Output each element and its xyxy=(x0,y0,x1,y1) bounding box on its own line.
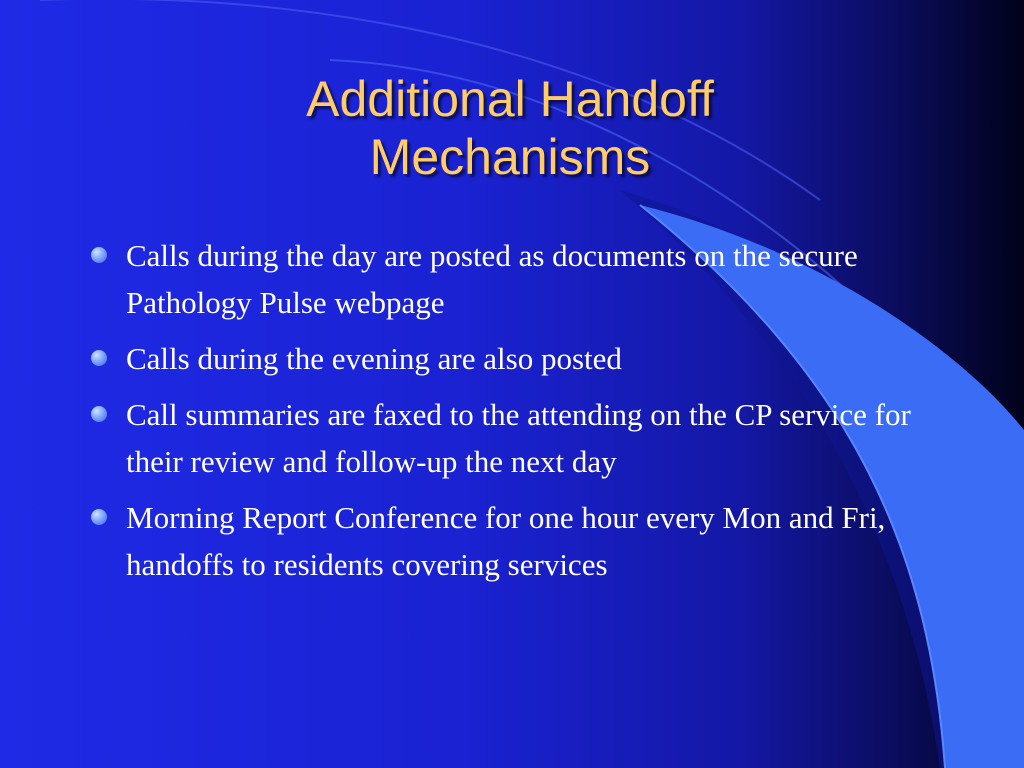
bullet-dot-icon xyxy=(91,350,107,366)
bullet-text-3: Call summaries are faxed to the attending on the CP service for their review and follow-up the next day xyxy=(126,397,911,479)
bullet-dot-icon xyxy=(91,406,107,422)
slide-title-line-1: Additional Handoff xyxy=(306,71,714,127)
slide-title xyxy=(180,70,840,186)
bullet-list xyxy=(88,232,938,597)
bullet-item-2 xyxy=(88,335,938,382)
bullet-text-4: Morning Report Conference for one hour every Mon and Fri, handoffs to residents covering services xyxy=(126,500,886,582)
bullet-item-3 xyxy=(88,391,938,485)
bullet-text-1: Calls during the day are posted as documents on the secure Pathology Pulse webpage xyxy=(126,238,858,320)
slide-title-line-2: Mechanisms xyxy=(369,129,651,185)
bullet-dot-icon xyxy=(91,509,107,525)
bullet-item-1 xyxy=(88,232,938,326)
bullet-dot-icon xyxy=(91,247,107,263)
bullet-text-2: Calls during the evening are also posted xyxy=(126,341,622,376)
bullet-item-4 xyxy=(88,494,938,588)
